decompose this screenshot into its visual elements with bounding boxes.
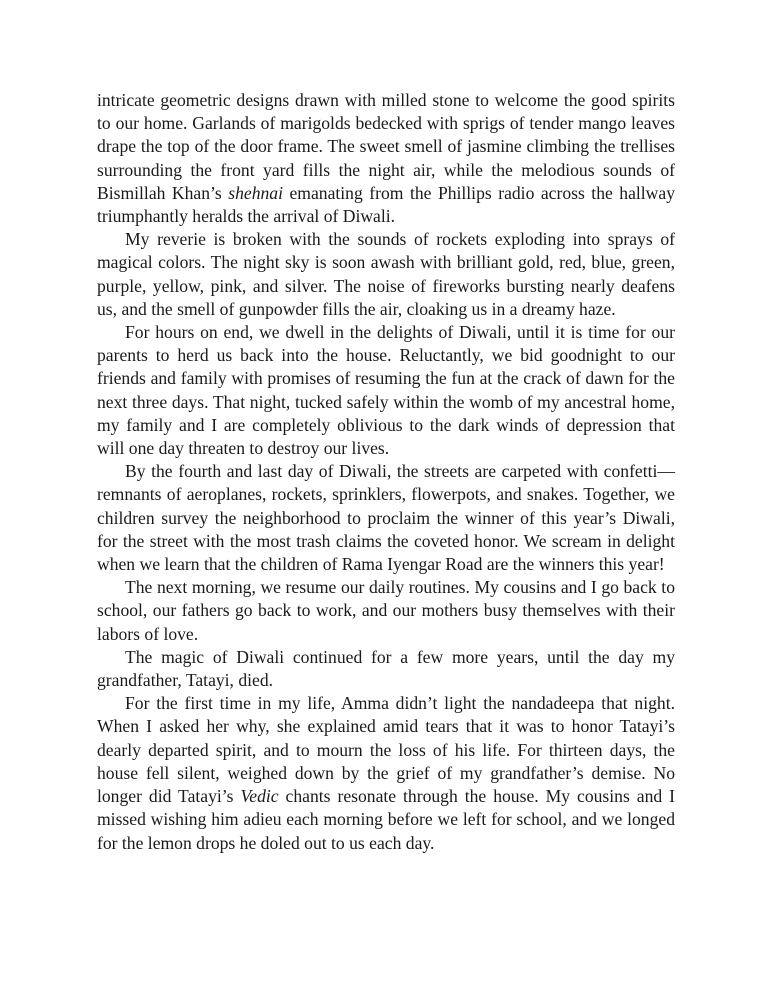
paragraph-7-text-1: For the first time in my life, Amma didn’t light the nandadeepa that night. When I asked her why, she explained amid tears that it was to honor Tatayi’s dearly departed spirit, and to mourn the loss of his life. For thirteen days, the house fell silent, weighed down by the grief of my grandfather’s demise. No longer did Tatayi’s [97, 693, 675, 807]
paragraph-1-italic-shehnai: shehnai [228, 182, 283, 203]
paragraph-7-text-2: chants resonate through the house. My cousins and I missed wishing him adieu each morning before we left for school, and we longed for the lemon drops he doled out to us each day. [97, 786, 675, 853]
paragraph-6 [97, 646, 675, 692]
paragraph-1-text-1: intricate geometric designs drawn with milled stone to welcome the good spirits to our home. Garlands of marigolds bedecked with sprigs of tender mango leaves drape the top of the door frame. The sweet smell of jasmine climbing the trellises surrounding the front yard fills the night air, while the melodious sounds of Bismillah Khan’s [97, 90, 675, 203]
paragraph-5 [97, 576, 675, 646]
paragraph-4 [97, 460, 675, 576]
paragraph-5-text: The next morning, we resume our daily routines. My cousins and I go back to school, our fathers go back to work, and our mothers busy themselves with their labors of love. [97, 577, 675, 644]
book-page-body [97, 89, 675, 855]
paragraph-7-italic-vedic: Vedic [240, 786, 279, 807]
paragraph-6-text: The magic of Diwali continued for a few more years, until the day my grandfather, Tatayi, died. [97, 646, 675, 691]
paragraph-1-text-2: emanating from the Phillips radio across the hallway triumphantly heralds the arrival of Diwali. [97, 182, 675, 227]
paragraph-2-text: My reverie is broken with the sounds of rockets exploding into sprays of magical colors. The night sky is soon awash with brilliant gold, red, blue, green, purple, yellow, pink, and silver. The noise of fireworks bursting nearly deafens us, and the smell of gunpowder fills the air, cloaking us in a dreamy haze. [97, 229, 675, 319]
paragraph-4-text: By the fourth and last day of Diwali, the streets are carpeted with confetti—remnants of aeroplanes, rockets, sprinklers, flowerpots, and snakes. Together, we children survey the neighborhood to proclaim the winner of this year’s Diwali, for the street with the most trash claims the coveted honor. We scream in delight when we learn that the children of Rama Iyengar Road are the winners this year! [97, 461, 675, 575]
paragraph-3-text: For hours on end, we dwell in the delights of Diwali, until it is time for our parents to herd us back into the house. Reluctantly, we bid goodnight to our friends and family with promises of resuming the fun at the crack of dawn for the next three days. That night, tucked safely within the womb of my ancestral home, my family and I are completely oblivious to the dark winds of depression that will one day threaten to destroy our lives. [97, 322, 675, 459]
paragraph-2 [97, 228, 675, 321]
paragraph-7 [97, 692, 675, 854]
paragraph-3 [97, 321, 675, 460]
paragraph-1 [97, 89, 675, 228]
